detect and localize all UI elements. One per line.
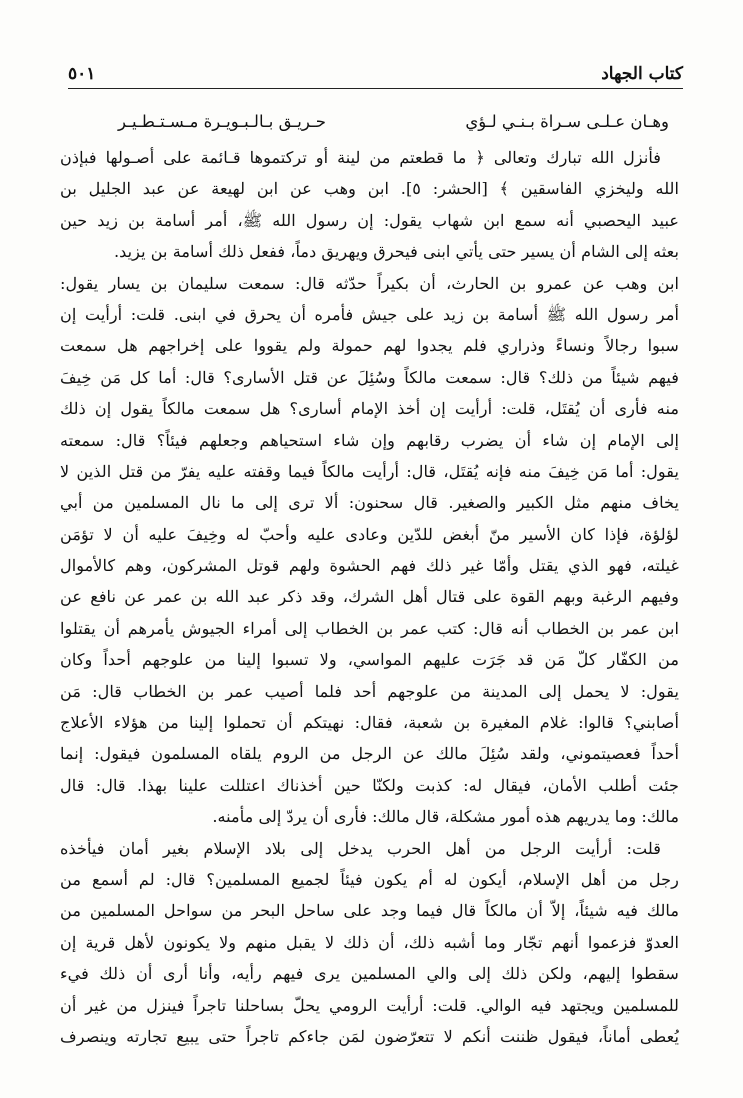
text-line: أحداً فعصيتموني، ولقد سُئِلَ مالك عن الرجل من الروم يلقاه المسلمون فيقول: إنما	[60, 744, 679, 764]
text-line: سقطوا إليهم، ولكن ذلك إلى والي المسلمين يرى فيهم رأيه، وأنا أرى أن ذلك فيء	[60, 964, 679, 984]
text-line: منه فأرى أن يُقتَل، قلت: أرأيت إن أخذ الإمام أسارى؟ هل سمعت مالكاً يقول إن ذلك	[60, 399, 679, 419]
text-line: من الكفّار كلّ مَن قد جَرَت عليهم المواسي، ولا تسبوا إلينا من علوجهم أحداً وكان	[60, 650, 679, 670]
text-line: فأنزل الله تبارك وتعالى ﴿ ما قطعتم من لينة أو تركتموها قـائمة على أصـولها فبإذن	[60, 148, 661, 167]
text-line: للمسلمين ويجتهد فيه الوالي. قلت: أرأيت الرومي يحلّ بساحلنا تاجراً فينزل من غير أن	[60, 995, 679, 1015]
running-header	[68, 58, 683, 89]
text-line: العدوّ فزعموا أنهم تجّار وما أشبه ذلك، أن ذلك لا يقبل منهم ولا يكونون لأهل قرية إن	[60, 932, 679, 952]
text-line: ابن وهب عن عمرو بن الحارث، أن بكيراً حدّثه قال: سمعت سليمان بن يسار يقول:	[60, 273, 679, 293]
text-line: مالك فيه شيئاً، إلاّ أن مالكاً قال فيما وجد على ساحل البحر من سواحل المسلمين من	[60, 901, 679, 921]
text-line: قلت: أرأيت الرجل من أهل الحرب يدخل إلى بلاد الإسلام بغير أمان فيأخذه	[60, 838, 661, 858]
text-line: مالك: وما يدريهم هذه أمور مشكلة، قال مالك: فأرى أن يردّ إلى مأمنه.	[212, 807, 679, 827]
text-line: أصابني؟ قالوا: غلام المغيرة بن شعبة، فقال: نهيتكم أن تحملوا إلينا من هؤلاء الأعلاج	[60, 713, 679, 733]
text-line: سبوا رجالاً ونساءً وذراري فلم يجدوا لهم حمولة ولم يقووا على إخراجهم هل سمعت	[60, 336, 679, 356]
text-line: يُعطى أماناً، فيقول ظننت أنكم لا تتعرّضون لمَن جاءكم تاجراً حتى يبيع تجارته وينصرف	[60, 1026, 679, 1046]
text-line: بعثه إلى الشام أن يسير حتى يأتي ابنى فيحرق ويهريق دماً، ففعل ذلك أسامة بن يزيد.	[113, 242, 679, 262]
text-line: جئت أطلب الأمان، فيقال له: كذبت ولكنّا حين أخذناك اعتللت علينا بهذا. قال: قال	[60, 775, 679, 795]
text-line: لؤلؤة، فإذا كان الأسير منّ أبغض للدّين وعادى عليه وأحبّ له وخِيفَ عليه أن لا تؤمَن	[60, 524, 679, 544]
book-title: كتاب الجهاد	[601, 64, 683, 84]
text-line: يقول: لا يحمل إلى المدينة من علوجهم أحد فلما أصيب عمر بن الخطاب قال: مَن	[60, 681, 679, 701]
verse-left-hemistich: حـريـق بـالـبـويـرة مـسـتـطـيـر	[118, 112, 326, 131]
poetry-verse	[118, 112, 669, 136]
text-line: الله وليخزي الفاسقين ﴾ [الحشر: ٥]. ابن وهب عن ابن لهيعة عن عبد الجليل بن	[60, 179, 679, 199]
text-line: غيلته، فهو الذي يقتل وأمّا غير ذلك فهم الحشوة ولهم قوتل المشركون، وهم كالأموال	[60, 556, 679, 576]
page-number: ٥٠١	[68, 64, 96, 84]
text-line: رجل من أهل الإسلام، أيكون له أم يكون فيئاً لجميع المسلمين؟ قال: لم أسمع من	[60, 869, 679, 889]
text-line: يخاف منهم مثل الكبير والصغير. قال سحنون: ألا ترى إلى ما نال المسلمين من أبي	[60, 493, 679, 513]
text-line: يقول: أما مَن خِيفَ منه فإنه يُقتَل، قال: أرأيت مالكاً فيما وقفته عليه يفرّ من قتل الذين لا	[60, 461, 679, 481]
text-line: عبيد اليحصبي أنه سمع ابن شهاب يقول: إن رسول الله ﷺ، أمر أسامة بن زيد حين	[60, 210, 679, 230]
verse-right-hemistich: وهـان عـلـى سـراة بـنـي لـؤي	[465, 112, 669, 131]
text-line: وفيهم الرغبة وبهم القوة على قتال أهل الشرك، وقد ذكر عبد الله بن عمر عن نافع عن	[60, 587, 679, 607]
body-text	[60, 142, 679, 1052]
text-line: فيهم شيئاً من ذلك؟ قال: سمعت مالكاً وسُئِلَ عن قتل الأسارى؟ قال: أما كل مَن خِيفَ	[60, 367, 679, 387]
text-line: ابن عمر بن الخطاب أنه قال: كتب عمر بن الخطاب إلى أمراء الجيوش يأمرهم أن يقتلوا	[60, 618, 679, 638]
text-line: إلى الإمام إن شاء أن يضرب رقابهم وإن شاء استحياهم وجعلهم فيئاً؟ قال: سمعته	[60, 430, 679, 450]
text-line: أمر رسول الله ﷺ أسامة بن زيد على جيش فأمره أن يحرق في ابنى. قلت: أرأيت إن	[60, 304, 679, 324]
